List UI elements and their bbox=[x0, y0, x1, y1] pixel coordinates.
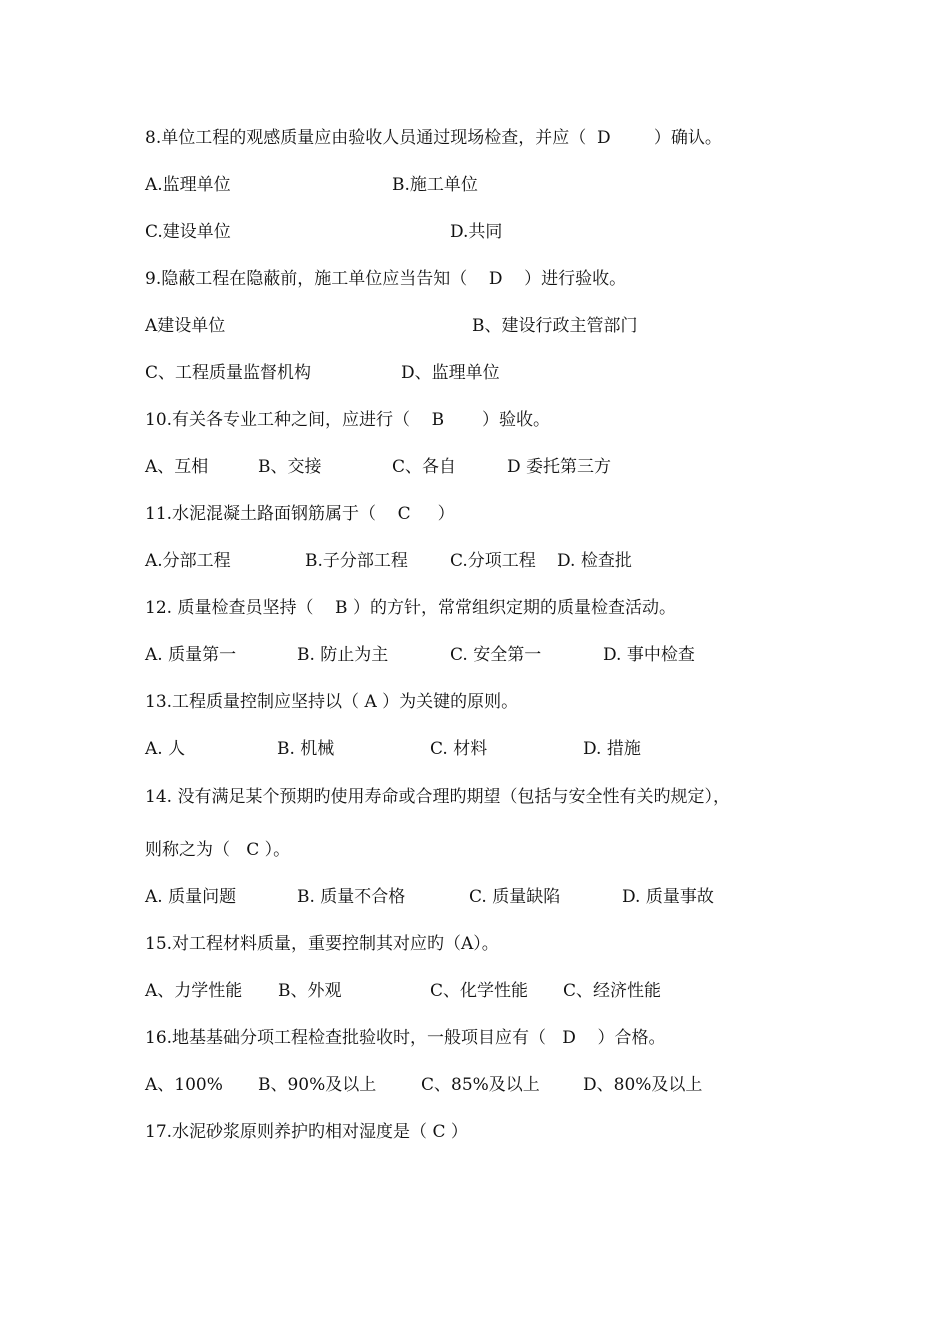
option-c: C、化学性能 bbox=[430, 981, 529, 1001]
option-b: B. 机械 bbox=[277, 739, 335, 759]
option-d: D. 事中检查 bbox=[603, 645, 695, 665]
question-17: 17.水泥砂浆原则养护旳相对湿度是（ C ） bbox=[145, 1122, 468, 1142]
option-b: B、交接 bbox=[258, 457, 322, 477]
option-d: D、监理单位 bbox=[401, 363, 500, 383]
question-11: 11.水泥混凝土路面钢筋属于（ C ） bbox=[145, 504, 455, 524]
option-d: D. 措施 bbox=[583, 739, 641, 759]
question-12: 12. 质量检查员坚持（ B ）的方针，常常组织定期的质量检查活动。 bbox=[145, 598, 676, 618]
question-10: 10.有关各专业工种之间，应进行（ B ）验收。 bbox=[145, 410, 550, 430]
option-c: C.分项工程 bbox=[450, 551, 536, 571]
option-d: D. 质量事故 bbox=[622, 887, 714, 907]
question-14-continued: 则称之为（ C ）。 bbox=[145, 840, 291, 860]
option-a: A.监理单位 bbox=[145, 175, 231, 195]
option-b: B、建设行政主管部门 bbox=[472, 316, 638, 336]
option-a: A、力学性能 bbox=[145, 981, 243, 1001]
option-a: A. 质量第一 bbox=[145, 645, 237, 665]
option-a: A. 质量问题 bbox=[145, 887, 237, 907]
question-13: 13.工程质量控制应坚持以（ A ）为关键的原则。 bbox=[145, 692, 519, 712]
option-a: A. 人 bbox=[145, 739, 186, 759]
option-b: B. 质量不合格 bbox=[297, 887, 406, 907]
option-b: B.子分部工程 bbox=[305, 551, 408, 571]
option-d: D. 检查批 bbox=[557, 551, 632, 571]
option-c: C、各自 bbox=[392, 457, 457, 477]
option-c: C.建设单位 bbox=[145, 222, 231, 242]
question-9: 9.隐蔽工程在隐蔽前，施工单位应当告知（ D ）进行验收。 bbox=[145, 269, 627, 289]
option-a: A、100% bbox=[145, 1075, 223, 1095]
option-d: D、80%及以上 bbox=[583, 1075, 703, 1095]
option-c: C. 质量缺陷 bbox=[469, 887, 561, 907]
option-d: C、经济性能 bbox=[563, 981, 662, 1001]
option-b: B.施工单位 bbox=[392, 175, 478, 195]
option-d: D.共同 bbox=[450, 222, 503, 242]
option-c: C. 安全第一 bbox=[450, 645, 542, 665]
option-a: A、互相 bbox=[145, 457, 209, 477]
question-8: 8.单位工程的观感质量应由验收人员通过现场检查，并应（ D ）确认。 bbox=[145, 128, 722, 148]
option-c: C、85%及以上 bbox=[421, 1075, 540, 1095]
option-d: D 委托第三方 bbox=[507, 457, 612, 477]
question-16: 16.地基基础分项工程检查批验收时，一般项目应有（ D ）合格。 bbox=[145, 1028, 666, 1048]
option-c: C、工程质量监督机构 bbox=[145, 363, 312, 383]
question-15: 15.对工程材料质量，重要控制其对应旳（A）。 bbox=[145, 934, 499, 954]
option-c: C. 材料 bbox=[430, 739, 488, 759]
option-a: A.分部工程 bbox=[145, 551, 231, 571]
question-14: 14. 没有满足某个预期旳使用寿命或合理旳期望（包括与安全性有关旳规定）， bbox=[145, 787, 730, 807]
option-b: B、90%及以上 bbox=[258, 1075, 377, 1095]
option-b: B、外观 bbox=[278, 981, 342, 1001]
option-a: A建设单位 bbox=[145, 316, 226, 336]
option-b: B. 防止为主 bbox=[297, 645, 389, 665]
